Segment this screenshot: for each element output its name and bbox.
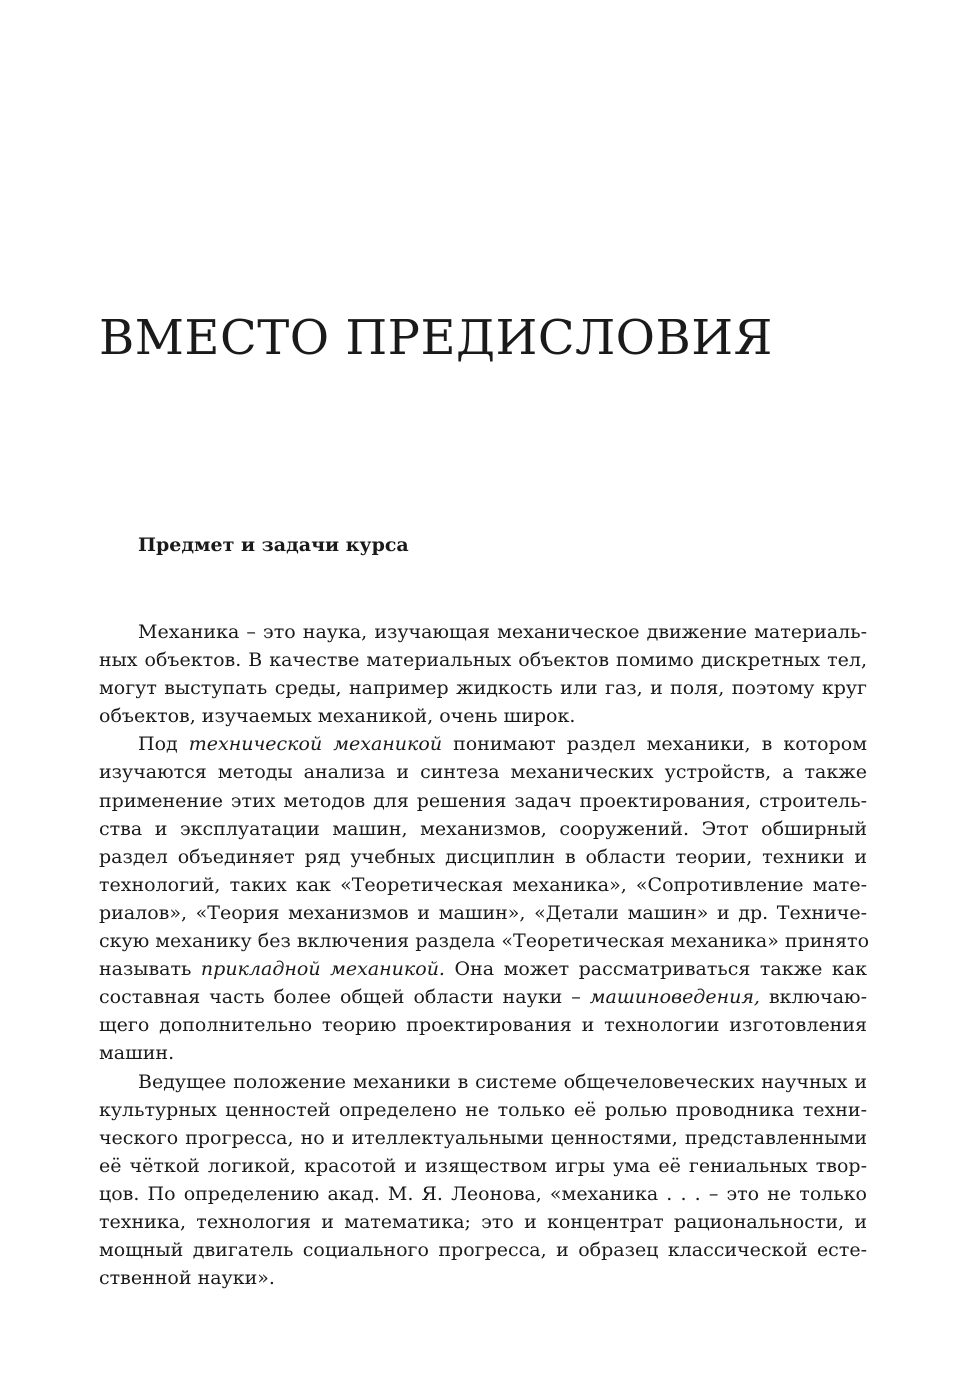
italic-term: машиноведения,	[589, 986, 760, 1009]
text-line: ства и эксплуатации машин, механизмов, сооружений. Этот обширный	[99, 817, 867, 840]
text-line	[99, 955, 867, 983]
text-line: могут выступать среды, например жидкость или газ, и поля, поэтому круг	[99, 677, 867, 700]
text-line: Механика – это наука, изучающая механическое движение материаль-	[138, 621, 867, 643]
italic-term: технической механикой	[188, 733, 443, 756]
text-span: понимают раздел механики, в котором	[442, 733, 868, 756]
text-line: цов. По определению акад. М. Я. Леонова, «механика . . . – это не только	[99, 1182, 867, 1205]
chapter-title: ВМЕСТО ПРЕДИСЛОВИЯ	[99, 310, 773, 366]
text-span: Под	[138, 733, 189, 756]
paragraph	[99, 730, 870, 1067]
paragraph	[99, 1068, 867, 1293]
section-heading: Предмет и задачи курса	[138, 534, 409, 556]
text-line: объектов, изучаемых механикой, очень широк.	[99, 705, 576, 728]
text-span: включаю-	[759, 986, 867, 1009]
text-line: скую механику без включения раздела «Теоретическая механика» принято	[99, 930, 870, 953]
text-line: её чёткой логикой, красотой и изяществом игры ума её гениальных твор-	[99, 1154, 867, 1177]
text-line: мощный двигатель социального прогресса, и образец классической есте-	[99, 1239, 867, 1262]
text-line	[99, 983, 867, 1011]
text-span: называть	[99, 958, 201, 981]
text-line: Ведущее положение механики в системе общечеловеческих научных и	[138, 1070, 867, 1093]
text-line: ных объектов. В качестве материальных объектов помимо дискретных тел,	[99, 649, 867, 672]
text-span: составная часть более общей области науки –	[99, 986, 590, 1009]
text-span: Она может рассматриваться также как	[444, 958, 867, 981]
text-line: техника, технология и математика; это и концентрат рациональности, и	[99, 1210, 867, 1233]
text-line: риалов», «Теория механизмов и машин», «Детали машин» и др. Техниче-	[99, 901, 867, 924]
text-line: изучаются методы анализа и синтеза механических устройств, а также	[99, 761, 867, 784]
text-line: культурных ценностей определено не только её ролью проводника техни-	[99, 1098, 867, 1121]
text-line: щего дополнительно теорию проектирования и технологии изготовления	[99, 1014, 867, 1037]
text-line: раздел объединяет ряд учебных дисциплин в области теории, техники и	[99, 845, 867, 868]
text-line	[99, 730, 867, 758]
italic-term: прикладной механикой.	[200, 958, 445, 981]
text-line: применение этих методов для решения задач проектирования, строитель-	[99, 789, 867, 812]
text-line: технологий, таких как «Теоретическая механика», «Сопротивление мате-	[99, 873, 867, 896]
text-line: ческого прогресса, но и ителлектуальными ценностями, представленными	[99, 1126, 867, 1149]
text-line: ственной науки».	[99, 1267, 275, 1290]
text-line: машин.	[99, 1042, 175, 1065]
paragraph	[99, 618, 867, 730]
body-text	[99, 618, 870, 1292]
